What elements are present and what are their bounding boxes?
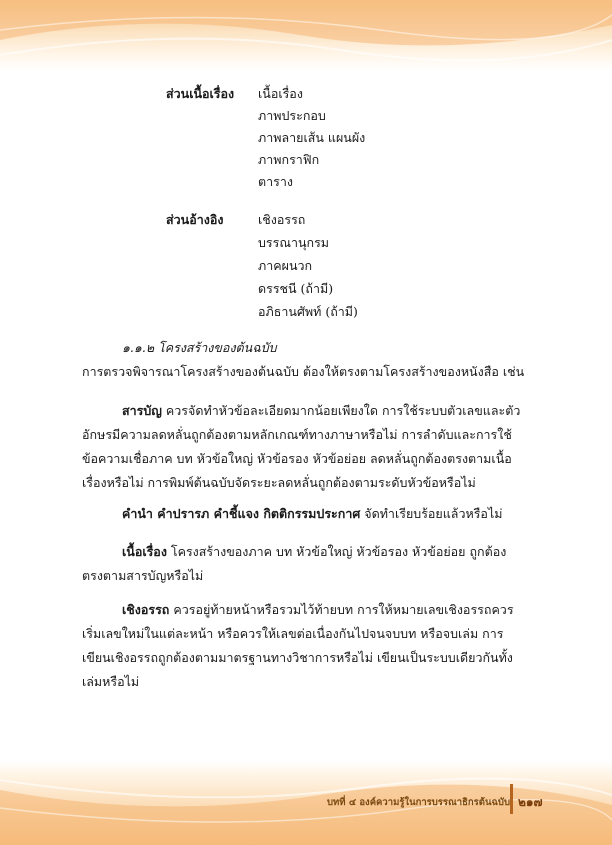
footer-divider <box>510 784 513 814</box>
toc-paragraph <box>82 399 526 495</box>
footer-chapter-title: บทที่ ๔ องค์ความรู้ในการบรรณาธิกรต้นฉบับ <box>326 797 510 808</box>
reference-section-item: อภิธานศัพท์ (ถ้ามี) <box>258 304 358 319</box>
reference-section-item: ดรรชนี (ถ้ามี) <box>258 281 334 296</box>
body-section-item: ตาราง <box>258 174 293 189</box>
content-lead: เนื้อเรื่อง <box>122 544 167 559</box>
page-number: ๒๑๗ <box>518 795 543 809</box>
top-wave-pattern <box>0 0 612 70</box>
preface-paragraph <box>82 502 526 526</box>
footnote-lead: เชิงอรรถ <box>122 602 170 617</box>
intro-text: การตรวจพิจารณาโครงสร้างของต้นฉบับ ต้องให้ตรงตามโครงสร้างของหนังสือ เช่น <box>82 364 525 379</box>
intro-paragraph <box>82 360 526 384</box>
body-section-item: ภาพลายเส้น แผนผัง <box>258 130 366 145</box>
body-section-item: เนื้อเรื่อง <box>258 86 303 101</box>
content-paragraph <box>82 540 526 588</box>
subsection-heading: ๑.๑.๒ โครงสร้างของต้นฉบับ <box>122 340 277 355</box>
footnote-text: ควรอยู่ท้ายหน้าหรือรวมไว้ท้ายบท การให้หมายเลขเชิงอรรถควรเริ่มเลขใหม่ในแต่ละหน้า หรือควรให้เลขต่อเนื่องกันไปจนจบบท หรือจบเล่ม การเขียนเชิงอรรถถูกต้องตามมาตรฐานทางวิชาการหรือไม่ เขียนเป็นระบบเดียวกันทั้งเล่มหรือไม่ <box>82 602 514 689</box>
footnote-paragraph <box>82 598 526 694</box>
reference-section-item: ภาคผนวก <box>258 258 313 273</box>
preface-text: จัดทำเรียบร้อยแล้วหรือไม่ <box>360 506 503 521</box>
toc-lead: สารบัญ <box>122 403 162 418</box>
body-section-label: ส่วนเนื้อเรื่อง <box>166 86 235 101</box>
body-section-item: ภาพประกอบ <box>258 108 326 123</box>
preface-lead: คำนำ คำปรารภ คำชี้แจง กิตติกรรมประกาศ <box>122 506 361 521</box>
top-decorative-band <box>0 0 612 70</box>
reference-section-item: เชิงอรรถ <box>258 212 306 227</box>
content-text: โครงสร้างของภาค บท หัวข้อใหญ่ หัวข้อรอง หัวข้อย่อย ถูกต้องตรงตามสารบัญหรือไม่ <box>82 544 507 583</box>
toc-text: ควรจัดทำหัวข้อละเอียดมากน้อยเพียงใด การใช้ระบบตัวเลขและตัวอักษรมีความลดหลั่นถูกต้องตามหลักเกณฑ์ทางภาษาหรือไม่ การลำดับและการใช้ข้อความเชื่อภาค บท หัวข้อใหญ่ หัวข้อรอง หัวข้อย่อย ลดหลั่นถูกต้องตรงตามเนื้อเรื่องหรือไม่ การพิมพ์ต้นฉบับจัดระยะลดหลั่นถูกต้องตามระดับหัวข้อหรือไม่ <box>82 403 521 490</box>
reference-section-item: บรรณานุกรม <box>258 235 330 250</box>
reference-section-label: ส่วนอ้างอิง <box>166 212 224 227</box>
body-section-item: ภาพกราฟิก <box>258 152 320 167</box>
